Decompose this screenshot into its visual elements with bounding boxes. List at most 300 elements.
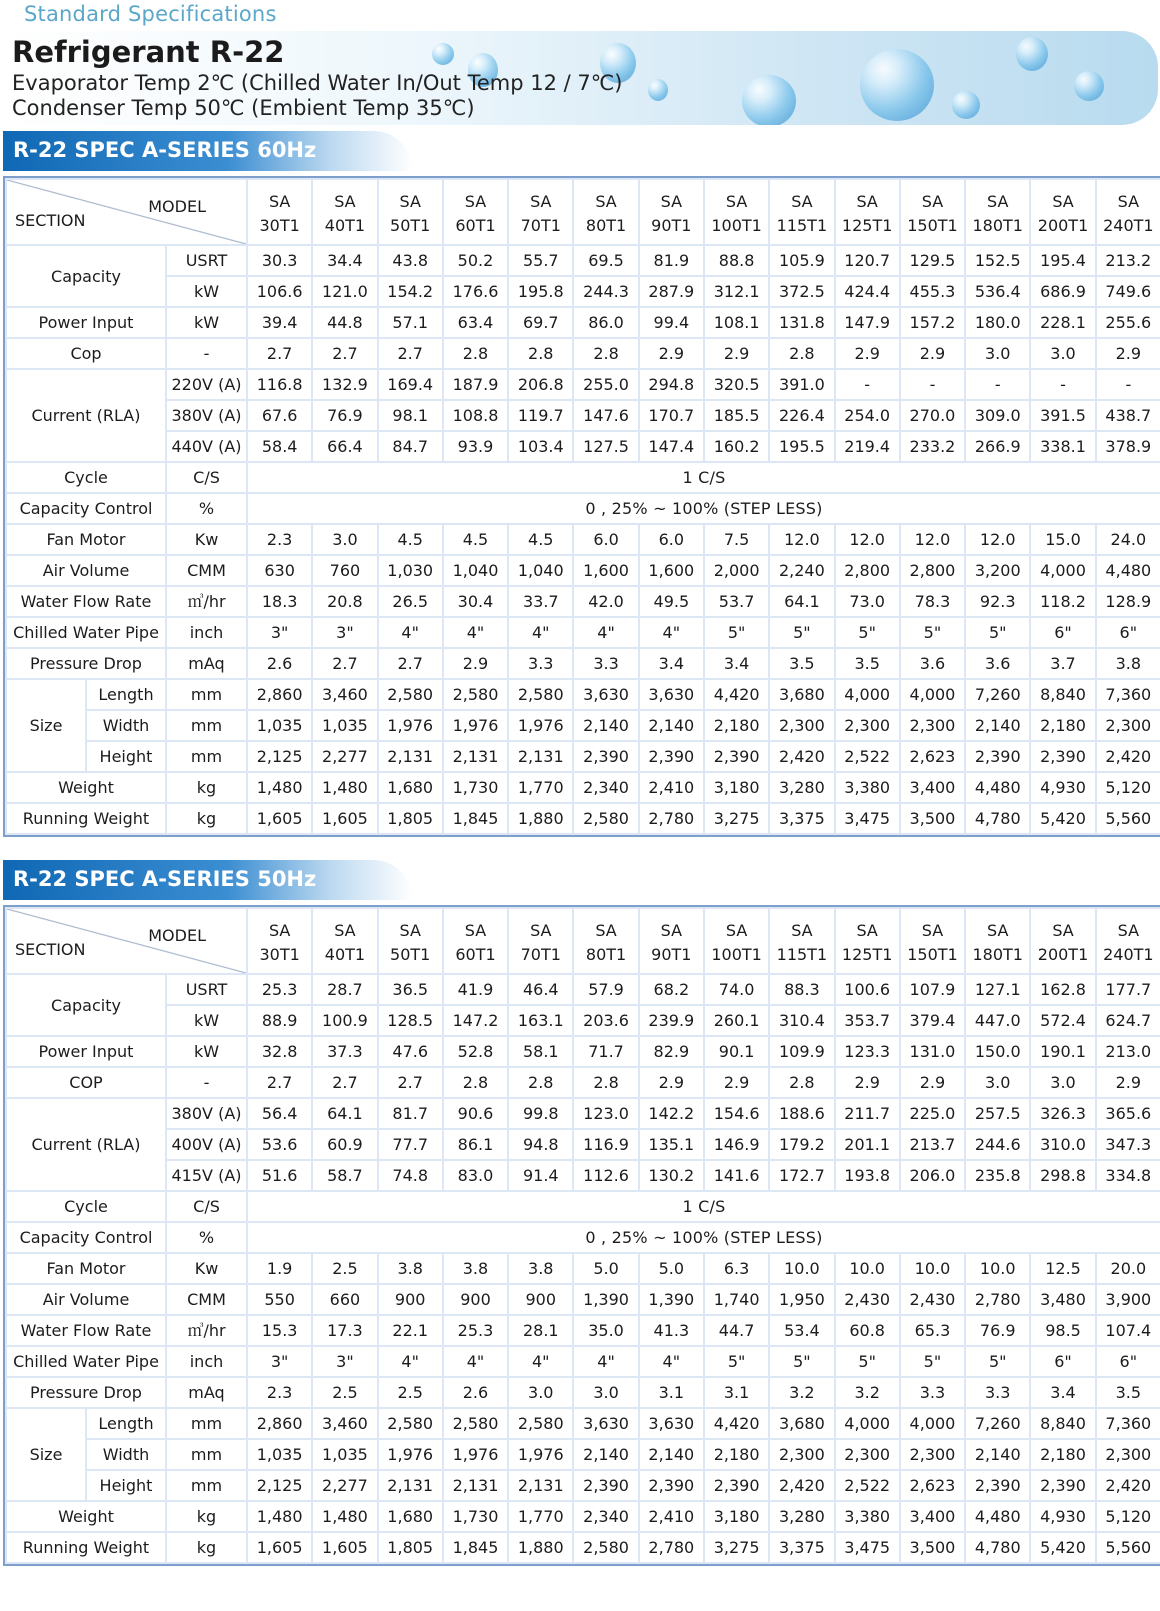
value-cell: 3.6 — [966, 649, 1029, 678]
value-cell: 2,390 — [640, 1471, 703, 1500]
value-cell: 228.1 — [1031, 308, 1094, 337]
value-cell: 43.8 — [379, 246, 442, 275]
value-cell: 2.9 — [901, 1068, 964, 1097]
unit-cell: CMM — [167, 556, 246, 585]
model-section-header — [7, 180, 246, 244]
value-cell: 365.6 — [1097, 1099, 1160, 1128]
value-cell: 108.8 — [444, 401, 507, 430]
model-prefix: SA — [725, 921, 748, 940]
value-cell: 12.5 — [1031, 1254, 1094, 1283]
value-cell: 2,180 — [705, 711, 768, 740]
model-header-cell — [705, 180, 768, 244]
value-cell: 2.9 — [1097, 1068, 1160, 1097]
table-row — [7, 1068, 1160, 1097]
model-prefix: SA — [987, 921, 1009, 940]
value-cell: 1,390 — [640, 1285, 703, 1314]
model-code: 90T1 — [651, 945, 692, 964]
value-cell: 201.1 — [836, 1130, 899, 1159]
value-cell: 3.5 — [770, 649, 833, 678]
value-cell: 4,930 — [1031, 773, 1094, 802]
value-cell: 3,380 — [836, 1502, 899, 1531]
value-cell: 1,976 — [444, 1440, 507, 1469]
model-header-cell — [1031, 180, 1094, 244]
value-cell: 2,420 — [770, 1471, 833, 1500]
value-cell: 2.7 — [379, 1068, 442, 1097]
table-row — [7, 401, 1160, 430]
value-cell: 28.7 — [313, 975, 376, 1004]
table-row — [7, 556, 1160, 585]
value-cell: 2,340 — [574, 773, 637, 802]
unit-cell: mm — [167, 680, 246, 709]
model-code: 60T1 — [455, 945, 496, 964]
value-cell: 20.0 — [1097, 1254, 1160, 1283]
section-title-bar-50hz — [3, 860, 413, 900]
row-sub-label: Length — [87, 680, 165, 709]
model-header-cell — [313, 180, 376, 244]
evaporator-condition: Evaporator Temp 2℃ (Chilled Water In/Out Temp 12 / 7℃) — [12, 71, 623, 95]
value-cell: 1,035 — [313, 711, 376, 740]
water-drop-icon — [1016, 37, 1048, 71]
unit-cell: kg — [167, 1502, 246, 1531]
value-cell: 5,420 — [1031, 1533, 1094, 1562]
value-cell: 109.9 — [770, 1037, 833, 1066]
merged-value-cell: 0 , 25% ~ 100% (STEP LESS) — [248, 494, 1160, 523]
model-prefix: SA — [791, 192, 813, 211]
value-cell: 4" — [640, 1347, 703, 1376]
value-cell: 3.0 — [966, 1068, 1029, 1097]
value-cell: 3,630 — [640, 680, 703, 709]
model-code: 115T1 — [776, 216, 828, 235]
value-cell: 900 — [379, 1285, 442, 1314]
value-cell: 93.9 — [444, 432, 507, 461]
model-code: 70T1 — [520, 945, 561, 964]
model-header-cell — [444, 180, 507, 244]
value-cell: 24.0 — [1097, 525, 1160, 554]
value-cell: 2.9 — [640, 1068, 703, 1097]
value-cell: 18.3 — [248, 587, 311, 616]
value-cell: 4,420 — [705, 680, 768, 709]
value-cell: 270.0 — [901, 401, 964, 430]
value-cell: - — [1097, 370, 1160, 399]
value-cell: 49.5 — [640, 587, 703, 616]
model-prefix: SA — [530, 192, 552, 211]
value-cell: 1,040 — [509, 556, 572, 585]
value-cell: 66.4 — [313, 432, 376, 461]
table-row — [7, 1471, 1160, 1500]
value-cell: 12.0 — [966, 525, 1029, 554]
value-cell: 22.1 — [379, 1316, 442, 1345]
value-cell: 2,390 — [1031, 1471, 1094, 1500]
model-prefix: SA — [399, 921, 421, 940]
value-cell: 5" — [901, 1347, 964, 1376]
value-cell: 5,120 — [1097, 773, 1160, 802]
model-header-cell — [966, 180, 1029, 244]
unit-cell: USRT — [167, 246, 246, 275]
value-cell: 67.6 — [248, 401, 311, 430]
value-cell: 2,300 — [770, 1440, 833, 1469]
value-cell: 2,300 — [1097, 711, 1160, 740]
value-cell: 1,480 — [313, 773, 376, 802]
unit-cell: - — [167, 339, 246, 368]
value-cell: 4" — [574, 1347, 637, 1376]
value-cell: 310.0 — [1031, 1130, 1094, 1159]
value-cell: 3.8 — [1097, 649, 1160, 678]
value-cell: 2,780 — [966, 1285, 1029, 1314]
value-cell: 116.8 — [248, 370, 311, 399]
model-code: 50T1 — [390, 945, 431, 964]
value-cell: 112.6 — [574, 1161, 637, 1190]
model-code: 240T1 — [1103, 216, 1154, 235]
model-code: 30T1 — [259, 216, 300, 235]
value-cell: 5" — [836, 618, 899, 647]
value-cell: 2,300 — [1097, 1440, 1160, 1469]
value-cell: 2,300 — [836, 711, 899, 740]
value-cell: 147.6 — [574, 401, 637, 430]
value-cell: 121.0 — [313, 277, 376, 306]
value-cell: 447.0 — [966, 1006, 1029, 1035]
value-cell: 74.8 — [379, 1161, 442, 1190]
value-cell: 64.1 — [313, 1099, 376, 1128]
value-cell: 51.6 — [248, 1161, 311, 1190]
value-cell: 326.3 — [1031, 1099, 1094, 1128]
value-cell: 260.1 — [705, 1006, 768, 1035]
value-cell: 7,360 — [1097, 680, 1160, 709]
value-cell: 4,000 — [1031, 556, 1094, 585]
value-cell: 5" — [770, 618, 833, 647]
value-cell: 2.7 — [313, 1068, 376, 1097]
value-cell: 7.5 — [705, 525, 768, 554]
value-cell: 30.3 — [248, 246, 311, 275]
value-cell: 5,120 — [1097, 1502, 1160, 1531]
value-cell: 2,390 — [1031, 742, 1094, 771]
value-cell: 536.4 — [966, 277, 1029, 306]
value-cell: 3.1 — [705, 1378, 768, 1407]
value-cell: 1,880 — [509, 1533, 572, 1562]
value-cell: 4" — [509, 618, 572, 647]
row-group-label: Chilled Water Pipe — [7, 618, 165, 647]
value-cell: 100.6 — [836, 975, 899, 1004]
row-sub-label: Width — [87, 1440, 165, 1469]
row-group-label: Weight — [7, 1502, 165, 1531]
value-cell: 4.5 — [509, 525, 572, 554]
diagonal-header — [7, 909, 246, 973]
section-title-bar-60hz — [3, 131, 413, 171]
value-cell: 2,430 — [901, 1285, 964, 1314]
table-row — [7, 773, 1160, 802]
model-prefix: SA — [856, 192, 878, 211]
value-cell: 10.0 — [836, 1254, 899, 1283]
value-cell: 3.0 — [966, 339, 1029, 368]
unit-cell: mm — [167, 1440, 246, 1469]
value-cell: - — [1031, 370, 1094, 399]
value-cell: 1,740 — [705, 1285, 768, 1314]
value-cell: 424.4 — [836, 277, 899, 306]
model-prefix: SA — [595, 192, 617, 211]
value-cell: 298.8 — [1031, 1161, 1094, 1190]
value-cell: 1,805 — [379, 804, 442, 833]
value-cell: 8,840 — [1031, 1409, 1094, 1438]
value-cell: 2,390 — [640, 742, 703, 771]
value-cell: 99.4 — [640, 308, 703, 337]
value-cell: 310.4 — [770, 1006, 833, 1035]
value-cell: 4,420 — [705, 1409, 768, 1438]
value-cell: 12.0 — [901, 525, 964, 554]
row-group-label: Capacity Control — [7, 1223, 165, 1252]
value-cell: 157.2 — [901, 308, 964, 337]
value-cell: 353.7 — [836, 1006, 899, 1035]
row-group-label: Capacity — [7, 246, 165, 306]
value-cell: 12.0 — [836, 525, 899, 554]
model-header-cell — [444, 909, 507, 973]
value-cell: 3.6 — [901, 649, 964, 678]
model-prefix: SA — [791, 921, 813, 940]
value-cell: 4" — [574, 618, 637, 647]
value-cell: 2.6 — [444, 1378, 507, 1407]
value-cell: 438.7 — [1097, 401, 1160, 430]
header-row — [7, 909, 1160, 973]
table-row — [7, 1316, 1160, 1345]
unit-cell: inch — [167, 1347, 246, 1376]
condenser-condition: Condenser Temp 50℃ (Embient Temp 35℃) — [12, 96, 475, 120]
value-cell: 660 — [313, 1285, 376, 1314]
value-cell: 3,380 — [836, 773, 899, 802]
value-cell: 1,480 — [248, 773, 311, 802]
value-cell: 213.0 — [1097, 1037, 1160, 1066]
value-cell: 53.4 — [770, 1316, 833, 1345]
value-cell: 3,475 — [836, 1533, 899, 1562]
refrigerant-title: Refrigerant R-22 — [12, 35, 285, 69]
spec-table-50hz — [3, 905, 1160, 1566]
model-prefix: SA — [660, 921, 683, 940]
model-header-cell — [1097, 180, 1160, 244]
value-cell: 3,375 — [770, 804, 833, 833]
unit-cell: kW — [167, 277, 246, 306]
value-cell: 2.8 — [509, 1068, 572, 1097]
table-row — [7, 975, 1160, 1004]
value-cell: 2.5 — [313, 1378, 376, 1407]
value-cell: 5,560 — [1097, 1533, 1160, 1562]
value-cell: 334.8 — [1097, 1161, 1160, 1190]
table-row — [7, 1378, 1160, 1407]
value-cell: 6.3 — [705, 1254, 768, 1283]
value-cell: 1,950 — [770, 1285, 833, 1314]
value-cell: 1,730 — [444, 1502, 507, 1531]
value-cell: 1,040 — [444, 556, 507, 585]
value-cell: 2,131 — [444, 1471, 507, 1500]
value-cell: 244.6 — [966, 1130, 1029, 1159]
value-cell: 7,360 — [1097, 1409, 1160, 1438]
row-group-label: Running Weight — [7, 804, 165, 833]
value-cell: 2,277 — [313, 742, 376, 771]
value-cell: 2,420 — [770, 742, 833, 771]
value-cell: 160.2 — [705, 432, 768, 461]
value-cell: 312.1 — [705, 277, 768, 306]
value-cell: 3,400 — [901, 773, 964, 802]
value-cell: 2,140 — [574, 1440, 637, 1469]
value-cell: 3" — [248, 618, 311, 647]
value-cell: 4,480 — [966, 1502, 1029, 1531]
table-row — [7, 1533, 1160, 1562]
value-cell: 2.9 — [836, 1068, 899, 1097]
value-cell: 287.9 — [640, 277, 703, 306]
table-row — [7, 1161, 1160, 1190]
model-code: 80T1 — [585, 945, 627, 964]
value-cell: 206.0 — [901, 1161, 964, 1190]
value-cell: 44.8 — [313, 308, 376, 337]
water-drop-icon — [648, 79, 668, 101]
value-cell: 4,480 — [966, 773, 1029, 802]
model-code: 70T1 — [520, 216, 561, 235]
value-cell: 2,180 — [1031, 1440, 1094, 1469]
value-cell: 94.8 — [509, 1130, 572, 1159]
model-header-cell — [705, 909, 768, 973]
model-header-cell — [901, 180, 964, 244]
model-code: 115T1 — [776, 945, 828, 964]
unit-cell: kg — [167, 804, 246, 833]
value-cell: 2,390 — [966, 742, 1029, 771]
value-cell: 107.9 — [901, 975, 964, 1004]
value-cell: 3,500 — [901, 1533, 964, 1562]
value-cell: 135.1 — [640, 1130, 703, 1159]
value-cell: 5" — [705, 618, 768, 647]
row-group-label: Pressure Drop — [7, 1378, 165, 1407]
row-group-label: Capacity — [7, 975, 165, 1035]
value-cell: 2,390 — [705, 1471, 768, 1500]
value-cell: 1,390 — [574, 1285, 637, 1314]
section-header-label: SECTION — [15, 211, 86, 230]
model-prefix: SA — [595, 921, 617, 940]
value-cell: 2,125 — [248, 1471, 311, 1500]
value-cell: 5,420 — [1031, 804, 1094, 833]
unit-cell: kW — [167, 1037, 246, 1066]
unit-cell: ㎥/hr — [167, 1316, 246, 1345]
value-cell: 6" — [1097, 1347, 1160, 1376]
value-cell: 4,000 — [836, 1409, 899, 1438]
value-cell: 219.4 — [836, 432, 899, 461]
value-cell: 132.9 — [313, 370, 376, 399]
row-group-label: Power Input — [7, 1037, 165, 1066]
value-cell: 391.0 — [770, 370, 833, 399]
value-cell: 127.5 — [574, 432, 637, 461]
value-cell: 6" — [1031, 1347, 1094, 1376]
value-cell: 47.6 — [379, 1037, 442, 1066]
value-cell: 76.9 — [313, 401, 376, 430]
unit-cell: kg — [167, 1533, 246, 1562]
value-cell: 213.7 — [901, 1130, 964, 1159]
value-cell: 2,180 — [705, 1440, 768, 1469]
value-cell: 2,140 — [574, 711, 637, 740]
value-cell: 2,580 — [574, 1533, 637, 1562]
table-row — [7, 711, 1160, 740]
value-cell: 2,800 — [836, 556, 899, 585]
value-cell: 206.8 — [509, 370, 572, 399]
value-cell: 34.4 — [313, 246, 376, 275]
value-cell: 150.0 — [966, 1037, 1029, 1066]
row-group-label: Cycle — [7, 463, 165, 492]
value-cell: - — [966, 370, 1029, 399]
model-prefix: SA — [725, 192, 748, 211]
value-cell: 188.6 — [770, 1099, 833, 1128]
model-header-cell — [509, 180, 572, 244]
value-cell: 106.6 — [248, 277, 311, 306]
value-cell: 3,275 — [705, 1533, 768, 1562]
merged-value-cell: 0 , 25% ~ 100% (STEP LESS) — [248, 1223, 1160, 1252]
model-code: 100T1 — [711, 945, 762, 964]
unit-cell: kW — [167, 308, 246, 337]
value-cell: 2,140 — [640, 711, 703, 740]
unit-cell: Kw — [167, 525, 246, 554]
value-cell: 1,730 — [444, 773, 507, 802]
value-cell: 56.4 — [248, 1099, 311, 1128]
value-cell: 1,770 — [509, 1502, 572, 1531]
value-cell: 98.1 — [379, 401, 442, 430]
model-prefix: SA — [464, 921, 487, 940]
value-cell: 74.0 — [705, 975, 768, 1004]
value-cell: 2,390 — [574, 1471, 637, 1500]
table-row — [7, 494, 1160, 523]
model-prefix: SA — [268, 192, 291, 211]
unit-cell: - — [167, 1068, 246, 1097]
value-cell: 4" — [509, 1347, 572, 1376]
value-cell: 6" — [1031, 618, 1094, 647]
table-row — [7, 587, 1160, 616]
model-code: 40T1 — [324, 216, 366, 235]
value-cell: 131.0 — [901, 1037, 964, 1066]
model-prefix: SA — [268, 921, 291, 940]
model-header-cell — [770, 909, 833, 973]
value-cell: 226.4 — [770, 401, 833, 430]
value-cell: 84.7 — [379, 432, 442, 461]
value-cell: 2,580 — [509, 680, 572, 709]
table-row — [7, 339, 1160, 368]
value-cell: 15.0 — [1031, 525, 1094, 554]
row-group-label: Capacity Control — [7, 494, 165, 523]
value-cell: 320.5 — [705, 370, 768, 399]
table-row — [7, 1130, 1160, 1159]
value-cell: 3,280 — [770, 1502, 833, 1531]
unit-cell: 415V (A) — [167, 1161, 246, 1190]
model-prefix: SA — [530, 921, 552, 940]
value-cell: 195.5 — [770, 432, 833, 461]
value-cell: 3.0 — [1031, 1068, 1094, 1097]
unit-cell: mm — [167, 1409, 246, 1438]
value-cell: 52.8 — [444, 1037, 507, 1066]
value-cell: 2.9 — [901, 339, 964, 368]
value-cell: 162.8 — [1031, 975, 1094, 1004]
value-cell: 1,035 — [248, 1440, 311, 1469]
value-cell: 105.9 — [770, 246, 833, 275]
value-cell: 5" — [966, 618, 1029, 647]
row-group-label: COP — [7, 1068, 165, 1097]
value-cell: 347.3 — [1097, 1130, 1160, 1159]
model-code: 50T1 — [390, 216, 431, 235]
unit-cell: % — [167, 1223, 246, 1252]
table-row — [7, 804, 1160, 833]
value-cell: 81.7 — [379, 1099, 442, 1128]
value-cell: 3" — [313, 1347, 376, 1376]
table-row — [7, 1409, 1160, 1438]
value-cell: 1,770 — [509, 773, 572, 802]
diagonal-header — [7, 180, 246, 244]
model-header-label: MODEL — [148, 926, 206, 945]
value-cell: 2,240 — [770, 556, 833, 585]
value-cell: 1,976 — [379, 711, 442, 740]
value-cell: 195.4 — [1031, 246, 1094, 275]
value-cell: 257.5 — [966, 1099, 1029, 1128]
table-row — [7, 1502, 1160, 1531]
value-cell: 147.4 — [640, 432, 703, 461]
value-cell: 3,500 — [901, 804, 964, 833]
